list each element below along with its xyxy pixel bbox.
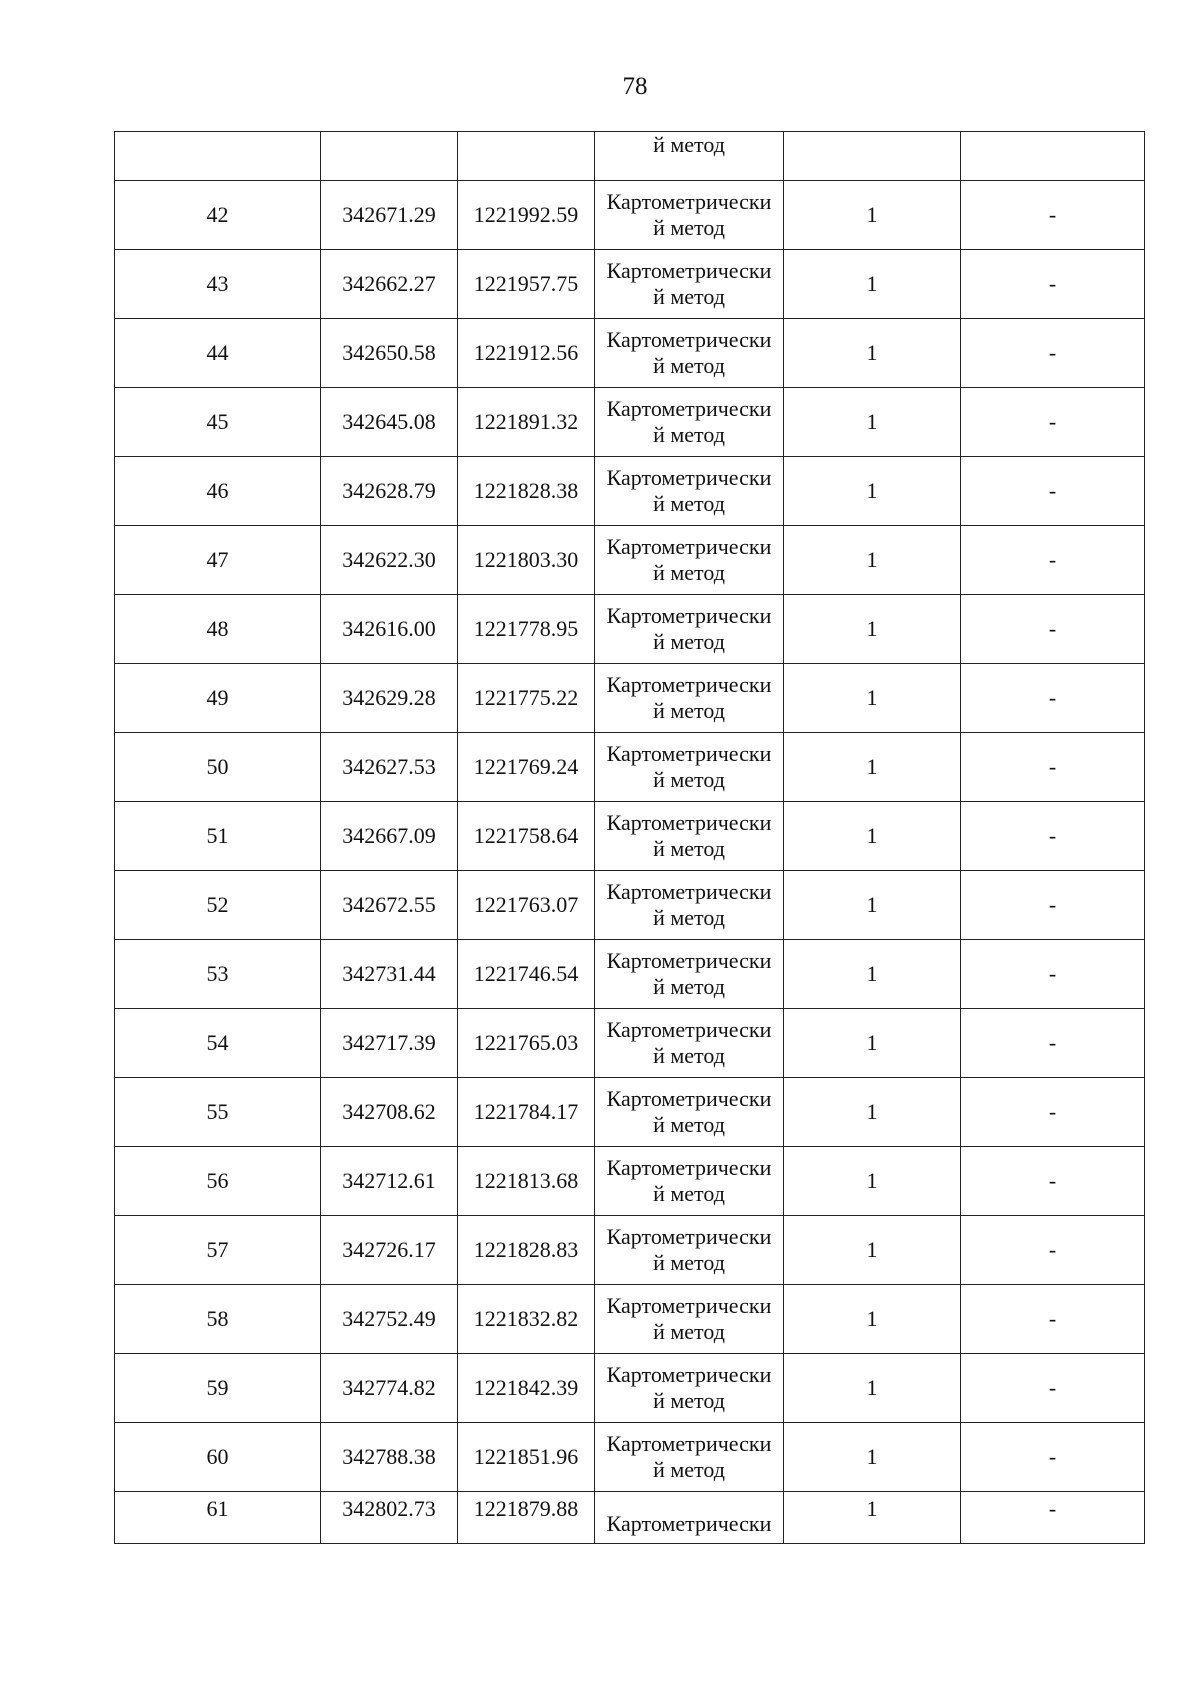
cell-method (595, 733, 784, 802)
cell-note: - (961, 940, 1145, 1009)
cell-y: 1221803.30 (458, 526, 595, 595)
cell-method (595, 181, 784, 250)
cell-note: - (961, 1009, 1145, 1078)
method-line-1: Картометрически (606, 810, 772, 835)
cell-note: - (961, 733, 1145, 802)
cell-accuracy: 1 (784, 1492, 961, 1544)
cell-accuracy: 1 (784, 1009, 961, 1078)
table-row (115, 595, 1145, 664)
method-line-1: Картометрически (606, 741, 772, 766)
cell-num: 49 (115, 664, 321, 733)
table-row (115, 871, 1145, 940)
cell-accuracy (784, 132, 961, 181)
cell-num: 60 (115, 1423, 321, 1492)
cell-note: - (961, 1423, 1145, 1492)
table-row (115, 664, 1145, 733)
cell-x: 342616.00 (321, 595, 458, 664)
cell-method (595, 1354, 784, 1423)
cell-accuracy: 1 (784, 319, 961, 388)
method-line-1: Картометрически (606, 603, 772, 628)
cell-accuracy: 1 (784, 1216, 961, 1285)
cell-note: - (961, 250, 1145, 319)
cell-num: 50 (115, 733, 321, 802)
cell-method (595, 1216, 784, 1285)
cell-x: 342717.39 (321, 1009, 458, 1078)
cell-num: 57 (115, 1216, 321, 1285)
cell-x: 342788.38 (321, 1423, 458, 1492)
table-row (115, 1492, 1145, 1544)
cell-note: - (961, 1285, 1145, 1354)
cell-y: 1221765.03 (458, 1009, 595, 1078)
cell-accuracy: 1 (784, 1354, 961, 1423)
cell-method (595, 940, 784, 1009)
method-line-2: й метод (653, 560, 725, 585)
table-row (115, 388, 1145, 457)
cell-y: 1221784.17 (458, 1078, 595, 1147)
cell-y: 1221769.24 (458, 733, 595, 802)
method-line-2: й метод (653, 1388, 725, 1413)
method-line-2: й метод (653, 491, 725, 516)
cell-note: - (961, 388, 1145, 457)
cell-note: - (961, 1492, 1145, 1544)
cell-x: 342712.61 (321, 1147, 458, 1216)
method-line-2: й метод (653, 1043, 725, 1068)
cell-y: 1221842.39 (458, 1354, 595, 1423)
cell-y: 1221763.07 (458, 871, 595, 940)
method-line-2: й метод (653, 905, 725, 930)
coordinates-table (114, 131, 1145, 1544)
method-line-2: й метод (653, 284, 725, 309)
table-body (115, 132, 1145, 1544)
table-row (115, 1354, 1145, 1423)
method-line-1: Картометрически (606, 672, 772, 697)
cell-x: 342752.49 (321, 1285, 458, 1354)
cell-x: 342774.82 (321, 1354, 458, 1423)
cell-num: 51 (115, 802, 321, 871)
cell-method (595, 871, 784, 940)
cell-y: 1221891.32 (458, 388, 595, 457)
cell-note: - (961, 1354, 1145, 1423)
cell-y: 1221746.54 (458, 940, 595, 1009)
cell-num (115, 132, 321, 181)
cell-method (595, 526, 784, 595)
cell-y: 1221957.75 (458, 250, 595, 319)
cell-y: 1221813.68 (458, 1147, 595, 1216)
table-row (115, 250, 1145, 319)
cell-accuracy: 1 (784, 595, 961, 664)
cell-y: 1221828.38 (458, 457, 595, 526)
cell-y: 1221912.56 (458, 319, 595, 388)
method-line-1: Картометрически (606, 1224, 772, 1249)
method-line-2: й метод (653, 1181, 725, 1206)
cell-accuracy: 1 (784, 664, 961, 733)
cell-y: 1221992.59 (458, 181, 595, 250)
method-line-2: й метод (653, 422, 725, 447)
cell-method (595, 1492, 784, 1544)
cell-x: 342662.27 (321, 250, 458, 319)
cell-x: 342671.29 (321, 181, 458, 250)
cell-x: 342667.09 (321, 802, 458, 871)
cell-method (595, 1078, 784, 1147)
cell-y: 1221778.95 (458, 595, 595, 664)
cell-method: й метод (595, 132, 784, 181)
cell-num: 58 (115, 1285, 321, 1354)
table-row-continuation (115, 132, 1145, 181)
method-line-2: й метод (653, 215, 725, 240)
table-row (115, 733, 1145, 802)
cell-num: 53 (115, 940, 321, 1009)
cell-accuracy: 1 (784, 1078, 961, 1147)
cell-method (595, 388, 784, 457)
method-line-1: Картометрически (606, 879, 772, 904)
table-row (115, 1009, 1145, 1078)
cell-accuracy: 1 (784, 733, 961, 802)
cell-x: 342645.08 (321, 388, 458, 457)
method-line-1: Картометрически (606, 189, 772, 214)
cell-x: 342622.30 (321, 526, 458, 595)
method-line-2: й метод (653, 698, 725, 723)
method-line-1: Картометрически (606, 327, 772, 352)
cell-num: 47 (115, 526, 321, 595)
cell-note: - (961, 664, 1145, 733)
cell-note: - (961, 181, 1145, 250)
cell-x: 342726.17 (321, 1216, 458, 1285)
cell-num: 59 (115, 1354, 321, 1423)
method-line-1: Картометрически (606, 258, 772, 283)
method-line-1: Картометрически (606, 1155, 772, 1180)
cell-num: 61 (115, 1492, 321, 1544)
cell-note: - (961, 319, 1145, 388)
cell-note: - (961, 1216, 1145, 1285)
cell-method (595, 1147, 784, 1216)
table-row (115, 319, 1145, 388)
cell-y: 1221879.88 (458, 1492, 595, 1544)
cell-method (595, 457, 784, 526)
cell-accuracy: 1 (784, 181, 961, 250)
method-line-2: й метод (653, 1250, 725, 1275)
cell-x: 342629.28 (321, 664, 458, 733)
cell-note: - (961, 526, 1145, 595)
cell-note: - (961, 1147, 1145, 1216)
table-row (115, 1147, 1145, 1216)
cell-note: - (961, 871, 1145, 940)
cell-y (458, 132, 595, 181)
table-row (115, 1285, 1145, 1354)
cell-x (321, 132, 458, 181)
method-line-2: й метод (653, 1112, 725, 1137)
cell-num: 56 (115, 1147, 321, 1216)
method-line-1: Картометрически (606, 948, 772, 973)
cell-y: 1221775.22 (458, 664, 595, 733)
cell-num: 46 (115, 457, 321, 526)
cell-num: 42 (115, 181, 321, 250)
cell-accuracy: 1 (784, 1423, 961, 1492)
cell-note: - (961, 802, 1145, 871)
cell-method (595, 250, 784, 319)
table-row (115, 526, 1145, 595)
cell-method (595, 595, 784, 664)
cell-accuracy: 1 (784, 457, 961, 526)
method-line-2: й метод (653, 1457, 725, 1482)
method-line-1: Картометрически (606, 1293, 772, 1318)
cell-y: 1221851.96 (458, 1423, 595, 1492)
cell-method (595, 664, 784, 733)
table-row (115, 1078, 1145, 1147)
table-row (115, 181, 1145, 250)
cell-note (961, 132, 1145, 181)
table-row (115, 940, 1145, 1009)
cell-method (595, 1009, 784, 1078)
cell-y: 1221832.82 (458, 1285, 595, 1354)
method-line-2: й метод (653, 353, 725, 378)
cell-x: 342672.55 (321, 871, 458, 940)
cell-accuracy: 1 (784, 940, 961, 1009)
method-line-1: Картометрически (606, 1431, 772, 1456)
cell-note: - (961, 457, 1145, 526)
table-row (115, 1216, 1145, 1285)
cell-x: 342802.73 (321, 1492, 458, 1544)
method-line-2: й метод (653, 1319, 725, 1344)
method-line-2: й метод (653, 767, 725, 792)
cell-method (595, 802, 784, 871)
cell-num: 43 (115, 250, 321, 319)
cell-x: 342731.44 (321, 940, 458, 1009)
page-number: 78 (622, 73, 648, 100)
method-line-1: Картометрически (606, 1362, 772, 1387)
cell-accuracy: 1 (784, 526, 961, 595)
method-line-1: Картометрически (606, 1017, 772, 1042)
cell-num: 55 (115, 1078, 321, 1147)
cell-accuracy: 1 (784, 802, 961, 871)
cell-num: 54 (115, 1009, 321, 1078)
cell-y: 1221758.64 (458, 802, 595, 871)
table-row (115, 802, 1145, 871)
method-line-2: й метод (653, 629, 725, 654)
method-line-1: Картометрически (606, 396, 772, 421)
method-line-1: Картометрически (606, 1511, 772, 1536)
cell-num: 48 (115, 595, 321, 664)
cell-num: 44 (115, 319, 321, 388)
cell-num: 45 (115, 388, 321, 457)
cell-accuracy: 1 (784, 250, 961, 319)
cell-note: - (961, 595, 1145, 664)
cell-x: 342628.79 (321, 457, 458, 526)
table-row (115, 1423, 1145, 1492)
method-line-2: й метод (653, 974, 725, 999)
cell-accuracy: 1 (784, 1147, 961, 1216)
cell-accuracy: 1 (784, 871, 961, 940)
cell-x: 342708.62 (321, 1078, 458, 1147)
method-line-1: Картометрически (606, 1086, 772, 1111)
method-line-1: Картометрически (606, 534, 772, 559)
cell-method (595, 1423, 784, 1492)
cell-method (595, 319, 784, 388)
method-line-1: Картометрически (606, 465, 772, 490)
cell-num: 52 (115, 871, 321, 940)
cell-method (595, 1285, 784, 1354)
cell-x: 342650.58 (321, 319, 458, 388)
cell-x: 342627.53 (321, 733, 458, 802)
table-row (115, 457, 1145, 526)
cell-note: - (961, 1078, 1145, 1147)
cell-accuracy: 1 (784, 388, 961, 457)
cell-accuracy: 1 (784, 1285, 961, 1354)
method-line-2: й метод (653, 836, 725, 861)
cell-y: 1221828.83 (458, 1216, 595, 1285)
